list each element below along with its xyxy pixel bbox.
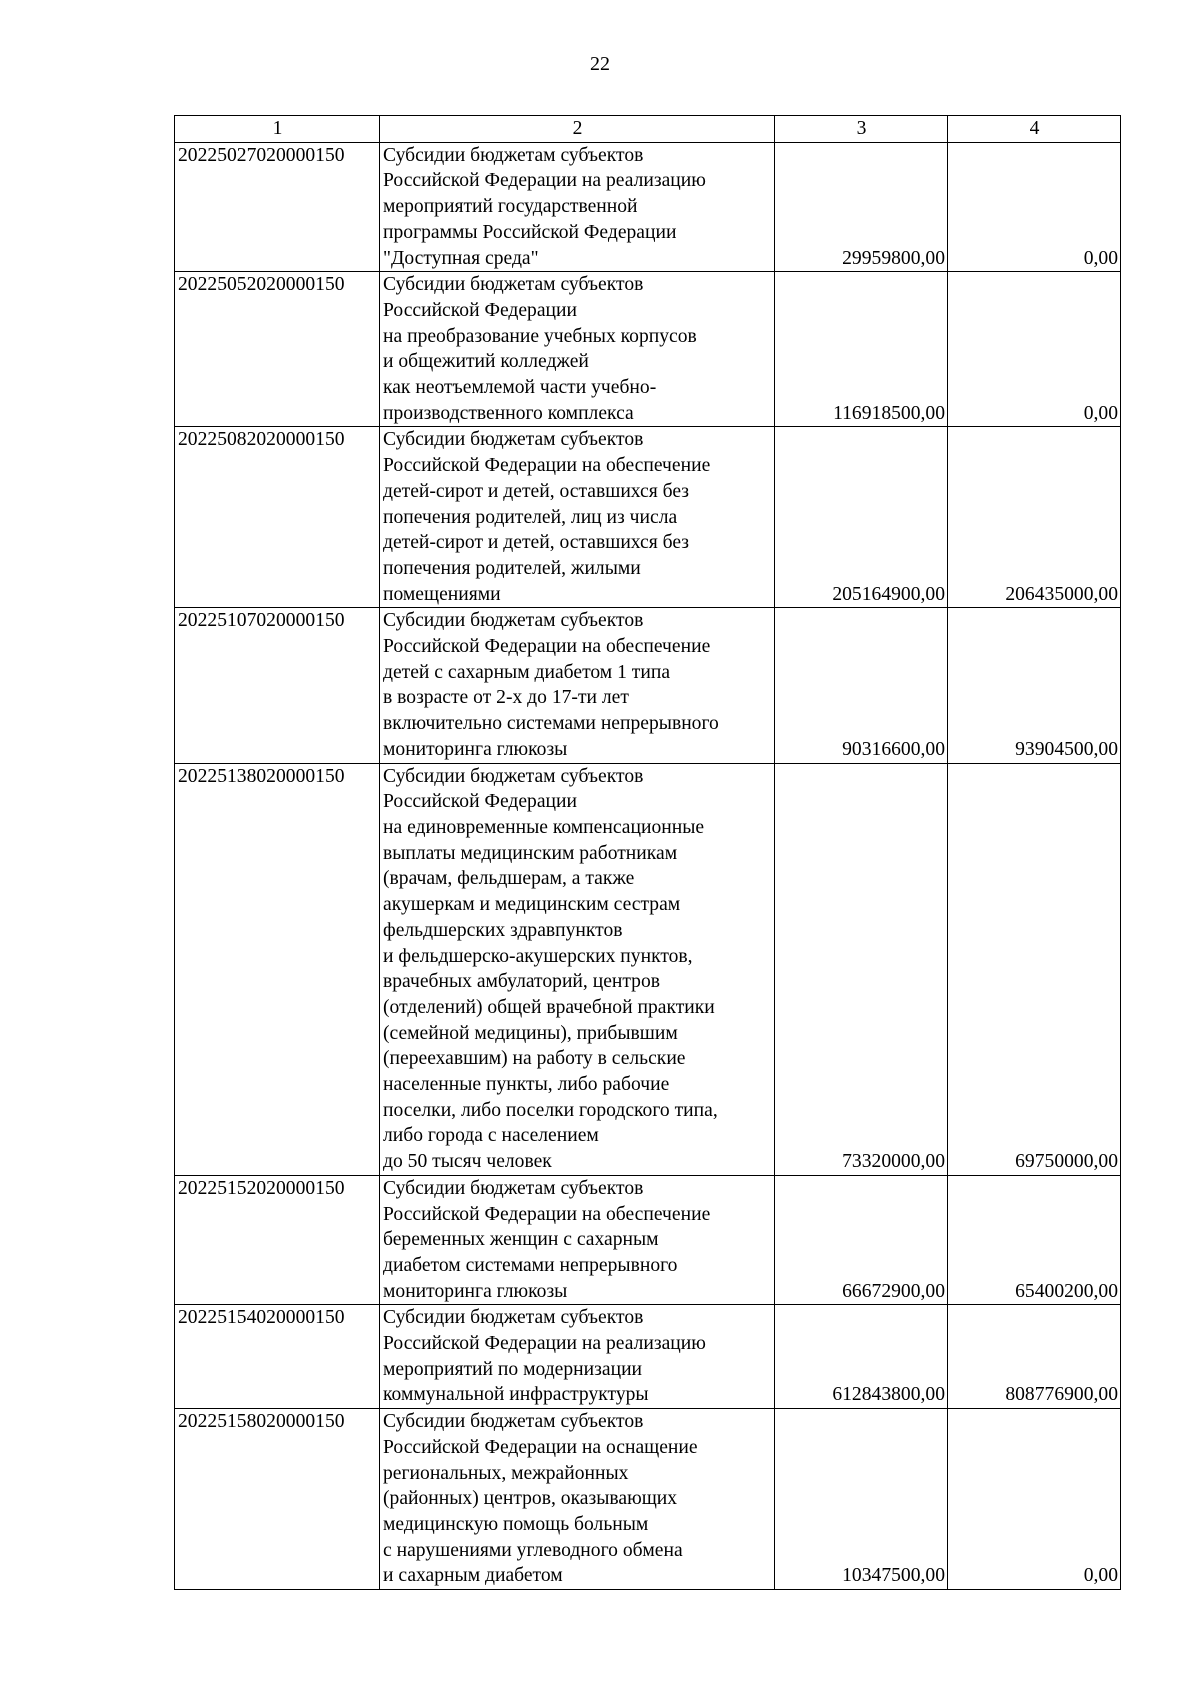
budget-code-cell: 20225082020000150 xyxy=(175,427,380,608)
amount-column-4-cell: 0,00 xyxy=(948,142,1121,272)
description-line: программы Российской Федерации xyxy=(383,221,677,243)
amount-column-4-cell: 0,00 xyxy=(948,1409,1121,1590)
description-cell xyxy=(380,427,775,608)
amount-column-4-cell: 0,00 xyxy=(948,272,1121,427)
budget-code-cell: 20225052020000150 xyxy=(175,272,380,427)
table-row xyxy=(175,608,1121,763)
column-header: 3 xyxy=(775,116,948,143)
description-line: детей-сирот и детей, оставшихся без xyxy=(383,532,690,554)
description-line: на единовременные компенсационные xyxy=(383,816,705,838)
description-line: Субсидии бюджетам субъектов xyxy=(383,1177,644,1199)
table-body xyxy=(175,116,1121,1590)
description-line: (районных) центров, оказывающих xyxy=(383,1488,678,1510)
description-line: детей-сирот и детей, оставшихся без xyxy=(383,480,690,502)
amount-column-3-cell: 205164900,00 xyxy=(775,427,948,608)
description-line: помещениями xyxy=(383,583,501,605)
description-line: поселки, либо поселки городского типа, xyxy=(383,1099,718,1121)
column-header: 4 xyxy=(948,116,1121,143)
amount-column-3-cell: 116918500,00 xyxy=(775,272,948,427)
description-line: врачебных амбулаторий, центров xyxy=(383,971,661,993)
description-line: диабетом системами непрерывного xyxy=(383,1254,678,1276)
table-row xyxy=(175,142,1121,272)
description-line: населенные пункты, либо рабочие xyxy=(383,1074,670,1096)
description-line: региональных, межрайонных xyxy=(383,1462,629,1484)
description-line: с нарушениями углеводного обмена xyxy=(383,1539,683,1561)
description-line: либо города с населением xyxy=(383,1125,599,1147)
description-line: Субсидии бюджетам субъектов xyxy=(383,765,644,787)
amount-column-4-cell: 206435000,00 xyxy=(948,427,1121,608)
budget-code-cell: 20225027020000150 xyxy=(175,142,380,272)
table-row xyxy=(175,1305,1121,1409)
description-line: (переехавшим) на работу в сельские xyxy=(383,1048,686,1070)
amount-column-3-cell: 612843800,00 xyxy=(775,1305,948,1409)
table-row xyxy=(175,427,1121,608)
budget-code-cell: 20225158020000150 xyxy=(175,1409,380,1590)
description-line: Российской Федерации на оснащение xyxy=(383,1436,698,1458)
amount-column-4-cell: 65400200,00 xyxy=(948,1175,1121,1305)
description-line: мониторинга глюкозы xyxy=(383,1280,568,1302)
description-line: попечения родителей, жилыми xyxy=(383,557,641,579)
description-line: Субсидии бюджетам субъектов xyxy=(383,1307,644,1329)
description-line: Российской Федерации на обеспечение xyxy=(383,455,711,477)
page-number: 22 xyxy=(590,53,610,75)
table-row xyxy=(175,272,1121,427)
description-line: Российской Федерации xyxy=(383,791,577,813)
amount-column-4-cell: 69750000,00 xyxy=(948,763,1121,1175)
amount-column-4-cell: 93904500,00 xyxy=(948,608,1121,763)
description-line: до 50 тысяч человек xyxy=(383,1151,552,1173)
description-cell xyxy=(380,142,775,272)
description-line: Субсидии бюджетам субъектов xyxy=(383,144,644,166)
amount-column-3-cell: 73320000,00 xyxy=(775,763,948,1175)
description-line: Субсидии бюджетам субъектов xyxy=(383,429,644,451)
amount-column-3-cell: 10347500,00 xyxy=(775,1409,948,1590)
description-cell xyxy=(380,608,775,763)
description-line: Российской Федерации xyxy=(383,299,577,321)
budget-table xyxy=(174,115,1121,1590)
table-row xyxy=(175,1409,1121,1590)
description-line: акушеркам и медицинским сестрам xyxy=(383,894,681,916)
table-row xyxy=(175,1175,1121,1305)
description-line: производственного комплекса xyxy=(383,402,634,424)
amount-column-4-cell: 808776900,00 xyxy=(948,1305,1121,1409)
table-header-row xyxy=(175,116,1121,143)
description-line: включительно системами непрерывного xyxy=(383,713,719,735)
amount-column-3-cell: 66672900,00 xyxy=(775,1175,948,1305)
description-line: и общежитий колледжей xyxy=(383,351,589,373)
description-line: мониторинга глюкозы xyxy=(383,738,568,760)
description-line: (семейной медицины), прибывшим xyxy=(383,1022,678,1044)
budget-code-cell: 20225107020000150 xyxy=(175,608,380,763)
description-line: Субсидии бюджетам субъектов xyxy=(383,274,644,296)
description-line: Российской Федерации на обеспечение xyxy=(383,1203,711,1225)
amount-column-3-cell: 29959800,00 xyxy=(775,142,948,272)
budget-code-cell: 20225152020000150 xyxy=(175,1175,380,1305)
description-line: детей с сахарным диабетом 1 типа xyxy=(383,661,671,683)
amount-column-3-cell: 90316600,00 xyxy=(775,608,948,763)
description-cell xyxy=(380,272,775,427)
description-line: мероприятий государственной xyxy=(383,196,638,218)
column-header: 2 xyxy=(380,116,775,143)
description-line: Субсидии бюджетам субъектов xyxy=(383,1411,644,1433)
description-line: Российской Федерации на обеспечение xyxy=(383,636,711,658)
description-cell xyxy=(380,1409,775,1590)
description-cell xyxy=(380,763,775,1175)
description-line: (врачам, фельдшерам, а также xyxy=(383,868,635,890)
column-header: 1 xyxy=(175,116,380,143)
description-line: в возрасте от 2-х до 17-ти лет xyxy=(383,687,629,709)
description-line: коммунальной инфраструктуры xyxy=(383,1384,649,1406)
table-row xyxy=(175,763,1121,1175)
description-line: Российской Федерации на реализацию xyxy=(383,170,706,192)
description-line: как неотъемлемой части учебно- xyxy=(383,377,657,399)
description-line: попечения родителей, лиц из числа xyxy=(383,506,678,528)
description-line: на преобразование учебных корпусов xyxy=(383,325,697,347)
description-cell xyxy=(380,1175,775,1305)
description-line: Российской Федерации на реализацию xyxy=(383,1333,706,1355)
budget-code-cell: 20225138020000150 xyxy=(175,763,380,1175)
description-cell xyxy=(380,1305,775,1409)
description-line: медицинскую помощь больным xyxy=(383,1513,649,1535)
description-line: Субсидии бюджетам субъектов xyxy=(383,610,644,632)
description-line: (отделений) общей врачебной практики xyxy=(383,996,715,1018)
description-line: и фельдшерско-акушерских пунктов, xyxy=(383,945,693,967)
description-line: беременных женщин с сахарным xyxy=(383,1229,659,1251)
description-line: "Доступная среда" xyxy=(383,247,539,269)
description-line: и сахарным диабетом xyxy=(383,1565,563,1587)
description-line: мероприятий по модернизации xyxy=(383,1358,643,1380)
description-line: выплаты медицинским работникам xyxy=(383,842,678,864)
budget-code-cell: 20225154020000150 xyxy=(175,1305,380,1409)
description-line: фельдшерских здравпунктов xyxy=(383,919,623,941)
